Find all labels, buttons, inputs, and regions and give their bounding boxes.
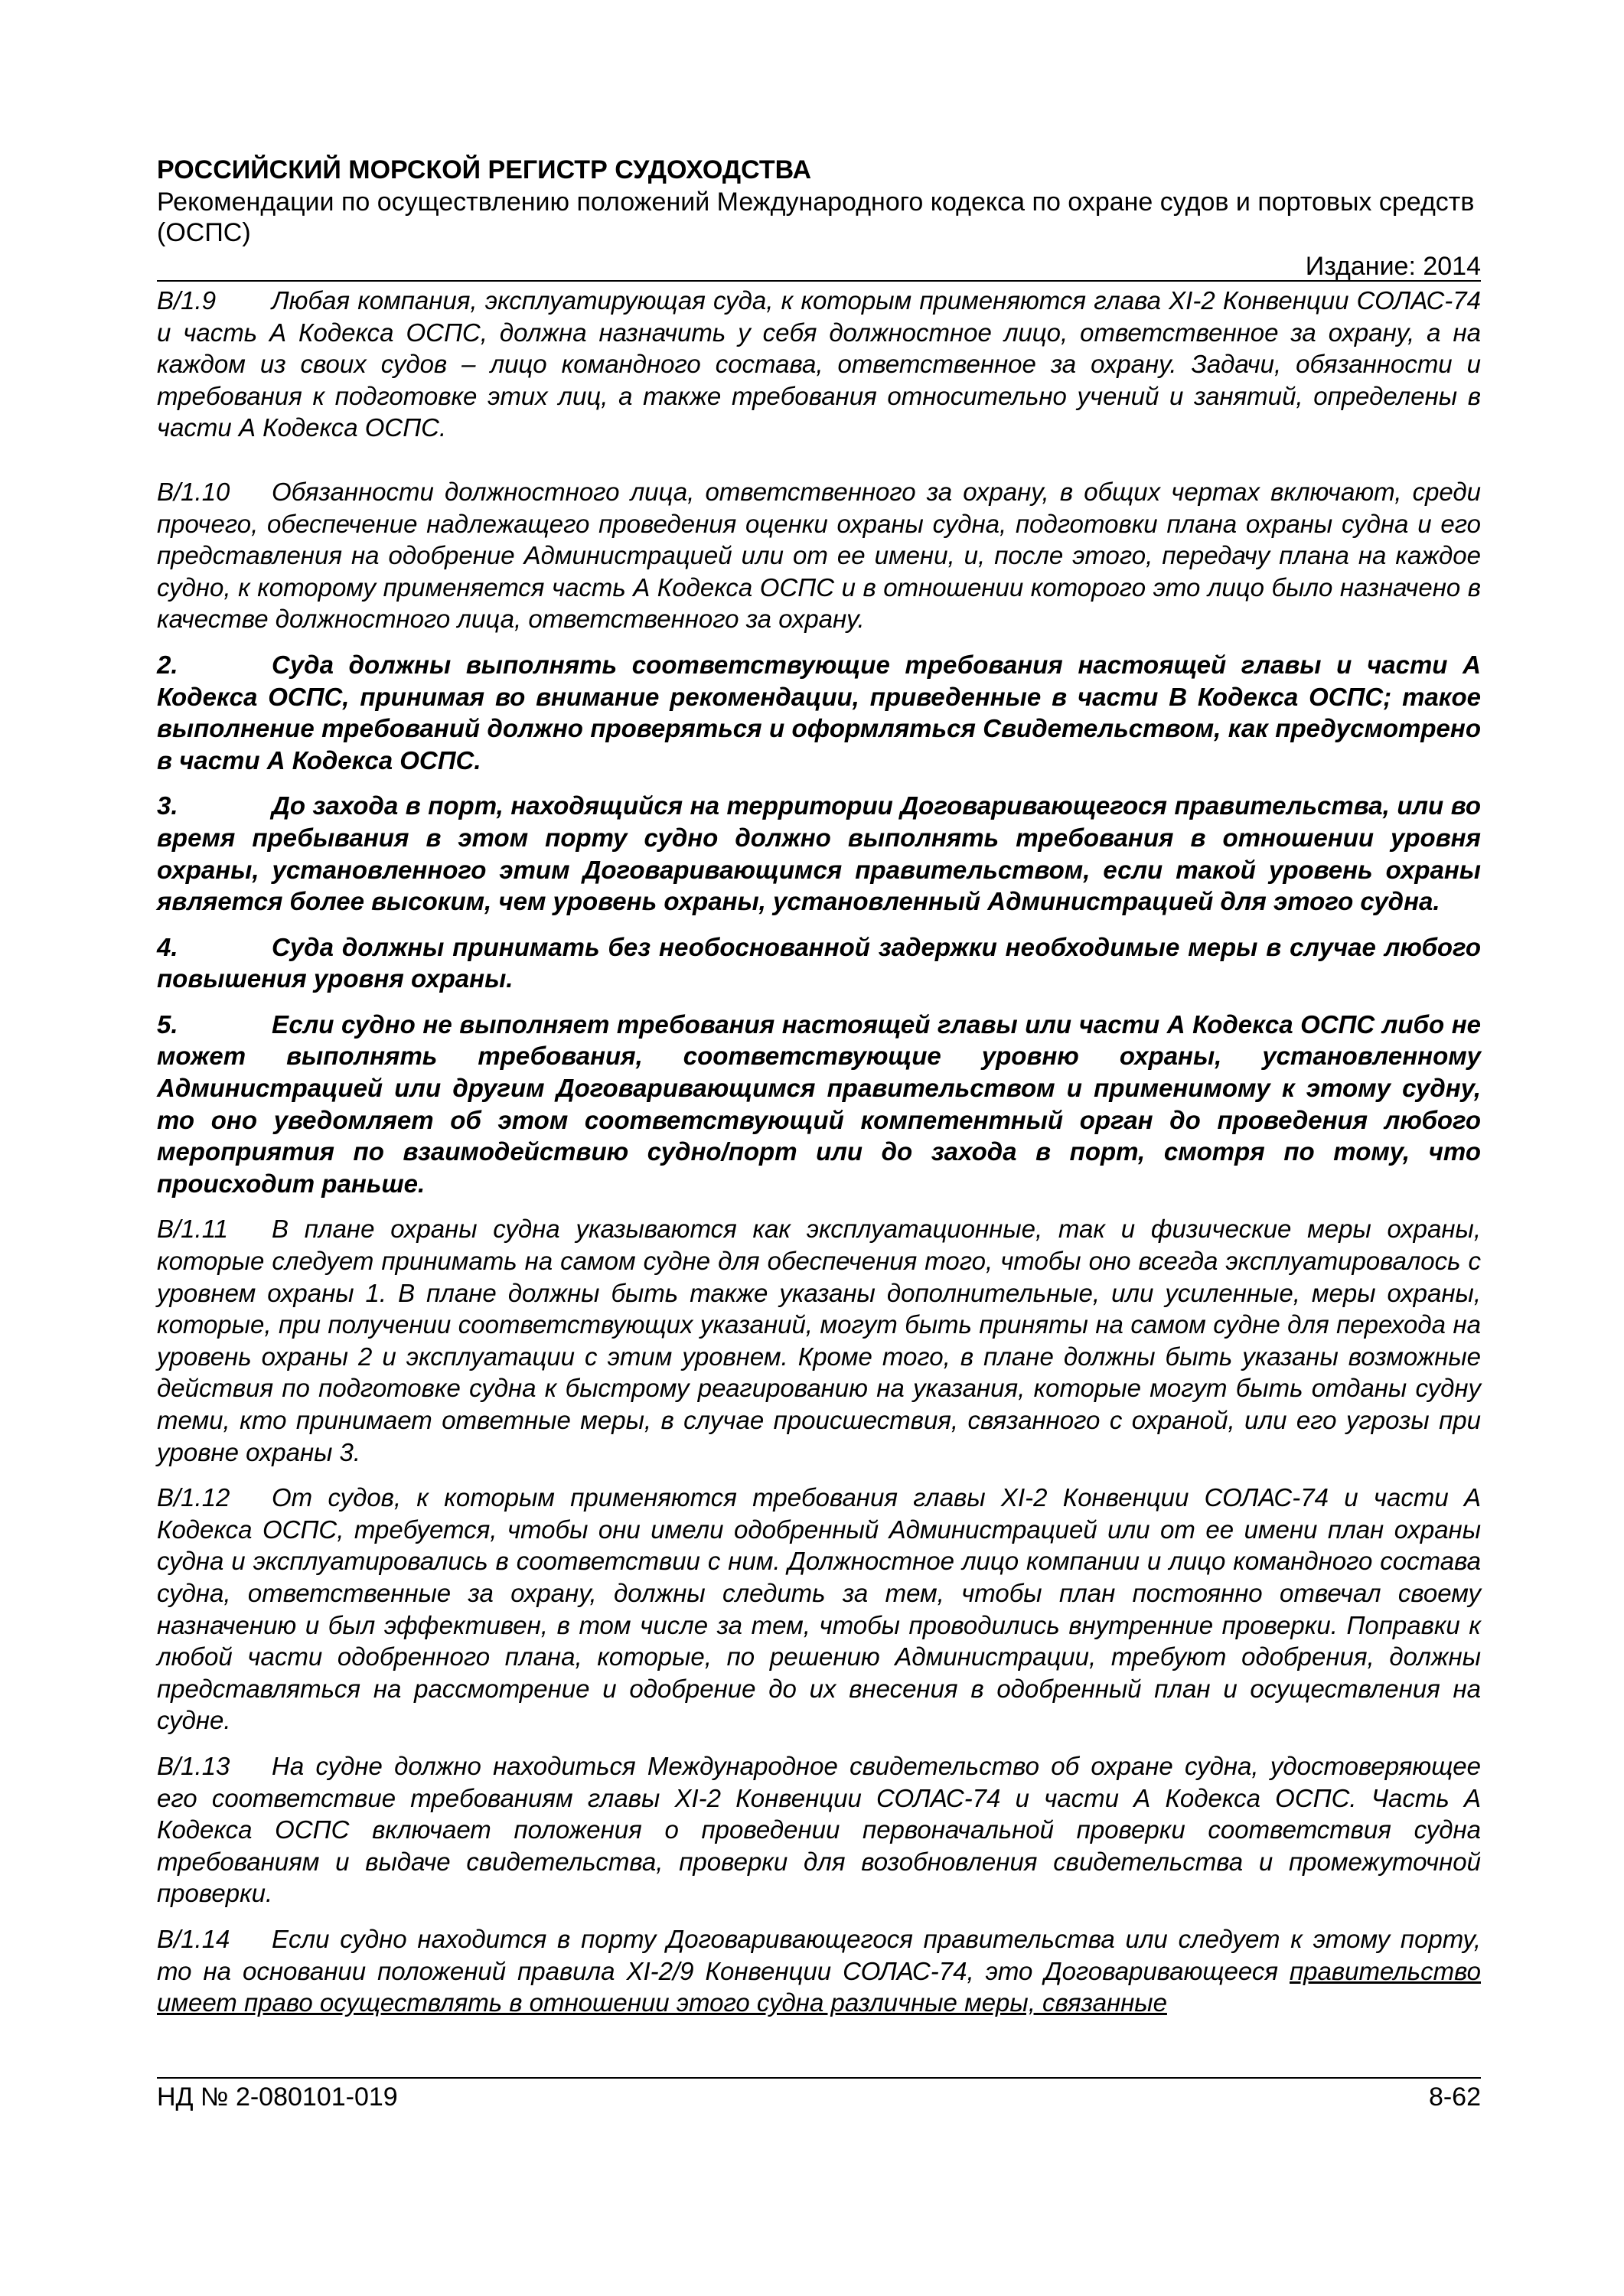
footer-divider [157,2077,1481,2079]
paragraph-text: До захода в порт, находящийся на территории Договаривающегося правительства, или во время пребывания в этом порту судно должно выполнять требования в отношении уровня охраны, установленного этим Договаривающимся правительством, если такой уровень охраны является более высоким, чем уровень охраны, установленный Администрацией для этого судна. [157,791,1481,916]
paragraph-number: B/1.10 [157,477,230,506]
paragraph-b1-14 [157,1923,1481,2019]
header-divider [157,280,1481,282]
paragraph-number: B/1.14 [157,1924,230,1953]
paragraph-text: В плане охраны судна указываются как эксплуатационные, так и физические меры охраны, которые следует принимать на самом судне для обеспечения того, чтобы оно всегда эксплуатировалось с уровнем охраны 1. В плане должны быть также указаны дополнительные, или усиленные, меры охраны, которые, при получении соответствующих указаний, могут быть приняты на самом судне для перехода на уровень охраны 2 и эксплуатации с этим уровнем. Кроме того, в плане должны быть указаны возможные действия по подготовке судна к быстрому реагированию на указания, которые могут быть отданы судну теми, кто принимает ответные меры, в случае происшествия, связанного с охраной, или его угрозы при уровне охраны 3. [157,1215,1481,1466]
paragraph-text: Любая компания, эксплуатирующая суда, к которым применяются глава XI-2 Конвенции СОЛАС-74 и часть А Кодекса ОСПС, должна назначить у себя должностное лицо, ответственное за охрану, а на каждом из своих судов – лицо командного состава, ответственное за охрану. Задачи, обязанности и требования к подготовке этих лиц, а также требования относительно учений и занятий, определены в части А Кодекса ОСПС. [157,286,1481,442]
paragraph-text: На судне должно находиться Международное свидетельство об охране судна, удостоверяющее его соответствие требованиям главы XI-2 Конвенции СОЛАС-74 и части А Кодекса ОСПС. Часть А Кодекса ОСПС включает положения о проведении первоначальной проверки соответствия судна требованиям и выдаче свидетельства, проверки для возобновления свидетельства и промежуточной проверки. [157,1751,1481,1908]
edition-label: Издание: 2014 [1305,252,1481,281]
document-header [157,153,1481,282]
paragraph-3 [157,790,1481,917]
document-footer [157,2082,1481,2112]
paragraph-text: Если судно находится в порту Договаривающегося правительства или следует к этому порту, то на основании положений правила XI-2/9 Конвенции СОЛАС-74, это Договаривающееся [157,1924,1481,1985]
paragraph-text: Суда должны принимать без необоснованной задержки необходимые меры в случае любого повышения уровня охраны. [157,932,1481,993]
paragraph-number: 2. [157,650,178,679]
document-subtitle: Рекомендации по осуществлению положений Международного кодекса по охране судов и портовых средств (ОСПС) [157,188,1475,247]
paragraph-number: B/1.13 [157,1751,230,1780]
paragraph-b1-13 [157,1750,1481,1910]
paragraph-b1-10 [157,476,1481,635]
paragraph-b1-9 [157,285,1481,444]
paragraph-number: 4. [157,932,178,961]
paragraph-5 [157,1009,1481,1200]
paragraph-text: Суда должны выполнять соответствующие требования настоящей главы и части А Кодекса ОСПС, принимая во внимание рекомендации, приведенные в части В Кодекса ОСПС; такое выполнение требований должно проверяться и оформляться Свидетельством, как предусмотрено в части А Кодекса ОСПС. [157,650,1481,775]
paragraph-number: B/1.11 [157,1215,228,1244]
page-number: 8-62 [1428,2082,1481,2112]
organization-name: РОССИЙСКИЙ МОРСКОЙ РЕГИСТР СУДОХОДСТВА [157,155,811,184]
paragraph-b1-11 [157,1213,1481,1468]
paragraph-text: Обязанности должностного лица, ответственного за охрану, в общих чертах включают, среди прочего, обеспечение надлежащего проведения оценки охраны судна, подготовки плана охраны судна и его представления на одобрение Администрацией или от ее имени, и, после этого, передачу плана на каждое судно, к которому применяется часть А Кодекса ОСПС и в отношении которого это лицо было назначено в качестве должностного лица, ответственного за охрану. [157,477,1481,634]
paragraph-number: 5. [157,1009,178,1039]
paragraph-number: B/1.9 [157,286,217,315]
document-number: НД № 2-080101-019 [157,2082,398,2112]
paragraph-text-continued: правительство имеет право осуществлять в отношении этого судна различные меры, связанные [157,1956,1481,2017]
document-body [157,285,1481,2019]
paragraph-4 [157,931,1481,995]
paragraph-text: От судов, к которым применяются требования главы XI-2 Конвенции СОЛАС-74 и части А Кодекса ОСПС, требуется, чтобы они имели одобренный Администрацией или от ее имени план охраны судна и эксплуатировались в соответствии с ним. Должностное лицо компании и лицо командного состава судна, ответственные за охрану, должны следить за тем, чтобы план постоянно отвечал своему назначению и был эффективен, в том числе за тем, чтобы проводились внутренние проверки. Поправки к любой части одобренного плана, которые, по решению Администрации, требуют одобрения, должны представляться на рассмотрение и одобрение до их внесения в одобренный план и осуществления на судне. [157,1483,1481,1735]
paragraph-text: Если судно не выполняет требования настоящей главы или части А Кодекса ОСПС либо не может выполнять требования, соответствующие уровню охраны, установленному Администрацией или другим Договаривающимся правительством и применимому к этому судну, то оно уведомляет об этом соответствующий компетентный орган до проведения любого мероприятия по взаимодействию судно/порт или до захода в порт, смотря по тому, что происходит раньше. [157,1009,1481,1198]
paragraph-2 [157,649,1481,776]
paragraph-number: 3. [157,791,178,820]
paragraph-number: B/1.12 [157,1483,230,1512]
paragraph-b1-12 [157,1482,1481,1737]
